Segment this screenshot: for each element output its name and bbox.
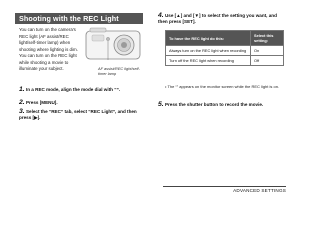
step-text: Press [MENU]. [25, 100, 58, 105]
intro-text: You can turn on the camera's REC light (AF assist/REC light/self-timer lamp) when shooting where lighting is dim. You can turn on the REC light while shooting a movie to illuminate your subject. [19, 27, 78, 71]
table-header-row [166, 31, 284, 46]
table-header: To have the REC light do this: [166, 31, 251, 46]
table-row [166, 56, 284, 66]
bullet-icon: • [165, 84, 168, 89]
step-text: Select the “REC” tab, select “REC Light”, and then press [▶]. [19, 109, 137, 120]
rec-light-lamp [106, 37, 109, 40]
table-cell: Turn off the REC light when recording [166, 56, 251, 66]
step-number: 4. [158, 12, 164, 19]
settings-table [165, 30, 284, 66]
step-5 [158, 102, 286, 108]
camera-illustration [84, 27, 142, 61]
step-text: In a REC mode, align the mode dial with “”. [25, 87, 121, 92]
step-text: Use [▲] and [▼] to select the setting you want, and then press [SET]. [158, 13, 277, 24]
step-3 [19, 109, 141, 121]
step-number: 3. [19, 108, 25, 115]
step-1 [19, 87, 145, 93]
footer-section-name: ADVANCED SETTINGS [233, 188, 286, 193]
table-cell: Always turn on the REC light when recording [166, 46, 251, 56]
step-number: 2. [19, 99, 25, 106]
step-number: 5. [158, 101, 164, 108]
table-cell: Off [251, 56, 284, 66]
note-text: • The “” appears on the monitor screen while the REC light is on. [165, 84, 280, 89]
step-2 [19, 100, 145, 106]
footer-divider [163, 186, 286, 187]
step-text: Press the shutter button to record the movie. [164, 102, 264, 107]
step-number: 1. [19, 86, 25, 93]
table-header: Select this setting: [251, 31, 284, 46]
step-4 [158, 13, 286, 25]
table-row [166, 46, 284, 56]
table-cell: On [251, 46, 284, 56]
rec-light-callout: AF assist/REC light/self-timer lamp [98, 66, 140, 76]
section-title: Shooting with the REC Light [15, 13, 143, 24]
